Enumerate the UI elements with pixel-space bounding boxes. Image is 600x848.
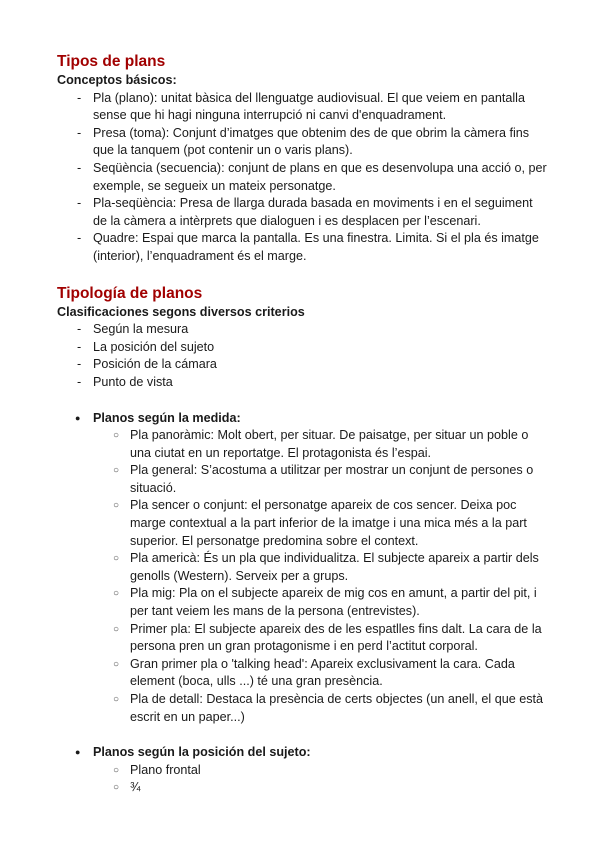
list-item: - La posición del sujeto xyxy=(57,339,548,357)
sub-list xyxy=(57,762,550,797)
list-item: - Posición de la cámara xyxy=(57,356,548,374)
list-item: - Presa (toma): Conjunt d’imatges que obtenim des de que obrim la càmera fins que la tanquem (pot contenir un o varis plans). xyxy=(57,125,548,160)
group-list xyxy=(57,744,550,797)
section-heading: Tipos de plans xyxy=(57,53,166,70)
group-list xyxy=(57,410,550,727)
list-item: - Quadre: Espai que marca la pantalla. Es una finestra. Limita. Si el pla és imatge (interior), l’enquadrament és el marge. xyxy=(57,230,548,265)
list-item: ○ ¾ xyxy=(57,779,545,797)
group-medida xyxy=(57,410,550,727)
list-item: - Según la mesura xyxy=(57,321,548,339)
list-item: ○ Primer pla: El subjecte apareix des de les espatlles fins dalt. La cara de la persona pren un gran protagonisme i en perd l’actitut corporal. xyxy=(57,621,545,656)
list-item: ○ Pla americà: És un pla que individualitza. El subjecte apareix a partir dels genolls (Western). Serveix per a grups. xyxy=(57,550,545,585)
list-item: ○ Pla de detall: Destaca la presència de certs objectes (un anell, el que està escrit en un paper...) xyxy=(57,691,545,726)
section-subheading: Conceptos básicos: xyxy=(57,73,177,87)
list-item: ○ Pla panoràmic: Molt obert, per situar. De paisatge, per situar un poble o una ciutat en un reportatge. El protagonista és l’espai. xyxy=(57,427,545,462)
list-item: ○ Pla general: S’acostuma a utilitzar per mostrar un conjunt de persones o situació. xyxy=(57,462,545,497)
concepts-list xyxy=(57,90,550,266)
list-item: ○ Gran primer pla o 'talking head': Apareix exclusivament la cara. Cada element (boca, ulls ...) té una gran presència. xyxy=(57,656,545,691)
list-item: - Pla-seqüència: Presa de llarga durada basada en moviments i en el seguiment de la càmera a intèrprets que dialoguen i es desplacen per l’escenari. xyxy=(57,195,548,230)
list-item: ○ Pla sencer o conjunt: el personatge apareix de cos sencer. Deixa poc marge contextual a la part inferior de la imatge i una mica més a la part superior. El personatge predomina sobre el context. xyxy=(57,497,545,550)
sub-list xyxy=(57,427,550,726)
criteria-list xyxy=(57,321,550,391)
list-item: - Pla (plano): unitat bàsica del llenguatge audiovisual. El que veiem en pantalla sense que hi hagi ninguna interrupció ni canvi d'enquadrament. xyxy=(57,90,548,125)
list-item: - Seqüència (secuencia): conjunt de plans en que es desenvolupa una acció o, per exemple, se segueix un mateix personatge. xyxy=(57,160,548,195)
section-tipologia xyxy=(57,284,550,797)
list-item: ○ Plano frontal xyxy=(57,762,545,780)
group-posicion xyxy=(57,744,550,797)
group-title: Planos según la medida: xyxy=(93,410,241,425)
list-item: - Punto de vista xyxy=(57,374,548,392)
section-heading: Tipología de planos xyxy=(57,284,203,302)
list-item: ○ Pla mig: Pla on el subjecte apareix de mig cos en amunt, a partir del pit, i per tant veiem les mans de la persona (entrevistes). xyxy=(57,585,545,620)
group-title: Planos según la posición del sujeto: xyxy=(93,745,311,760)
section-subheading: Clasificaciones segons diversos criterios xyxy=(57,304,305,319)
